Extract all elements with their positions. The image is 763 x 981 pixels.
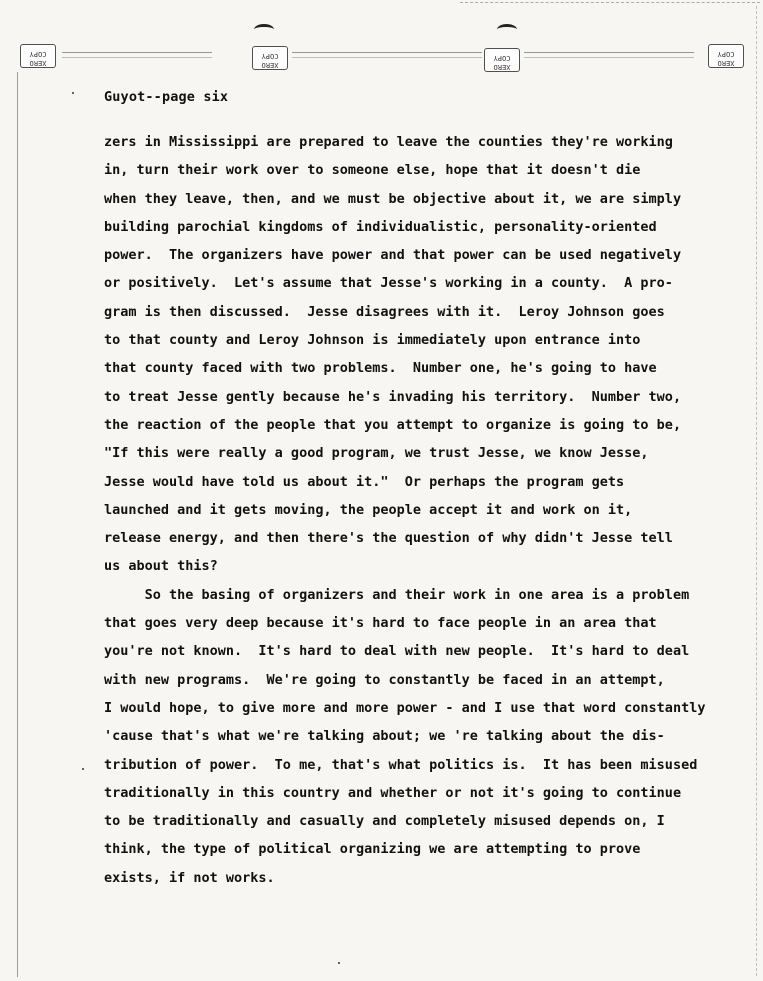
text-line: I would hope, to give more and more power - and I use that word constantly	[104, 699, 706, 716]
text-line: gram is then discussed. Jesse disagrees with it. Leroy Johnson goes	[104, 303, 665, 320]
left-margin-line	[17, 72, 18, 977]
dust-speck	[338, 962, 340, 964]
xerox-stamp-row	[0, 38, 763, 78]
stamp-rule	[292, 52, 482, 58]
text-line: to that county and Leroy Johnson is immediately upon entrance into	[104, 332, 641, 349]
text-line: to be traditionally and casually and completely misused depends on, I	[104, 813, 665, 830]
top-edge-mark	[460, 2, 760, 3]
text-line: exists, if not works.	[104, 869, 275, 886]
text-line: release energy, and then there's the question of why didn't Jesse tell	[104, 530, 673, 547]
text-line: in, turn their work over to someone else, hope that it doesn't die	[104, 162, 641, 179]
text-line: "If this were really a good program, we trust Jesse, we know Jesse,	[104, 445, 649, 462]
dust-speck	[72, 92, 74, 94]
text-line: So the basing of organizers and their work in one area is a problem	[104, 586, 690, 603]
text-line: when they leave, then, and we must be objective about it, we are simply	[104, 190, 682, 207]
text-line: traditionally in this country and whether or not it's going to continue	[104, 784, 682, 801]
text-line: tribution of power. To me, that's what politics is. It has been misused	[104, 756, 698, 773]
body-text	[104, 134, 740, 898]
text-line: or positively. Let's assume that Jesse's working in a county. A pro-	[104, 275, 673, 292]
right-margin-line	[755, 6, 757, 976]
xerox-copy-stamp: XERO COPY	[708, 44, 744, 68]
stamp-rule	[524, 52, 694, 58]
text-line: think, the type of political organizing we are attempting to prove	[104, 841, 641, 858]
text-line: the reaction of the people that you attempt to organize is going to be,	[104, 416, 682, 433]
xerox-copy-stamp: XERO COPY	[484, 48, 520, 72]
text-line: us about this?	[104, 558, 218, 575]
stamp-rule	[62, 52, 212, 58]
text-line: zers in Mississippi are prepared to leave the counties they're working	[104, 134, 673, 150]
text-line: building parochial kingdoms of individualistic, personality-oriented	[104, 218, 657, 235]
text-line: 'cause that's what we're talking about; we 're talking about the dis-	[104, 728, 665, 745]
text-line: that goes very deep because it's hard to face people in an area that	[104, 615, 657, 632]
punch-hole-mark	[254, 24, 274, 35]
text-line: that county faced with two problems. Number one, he's going to have	[104, 360, 657, 377]
text-line: to treat Jesse gently because he's invading his territory. Number two,	[104, 388, 682, 405]
text-line: you're not known. It's hard to deal with new people. It's hard to deal	[104, 643, 690, 660]
text-line: Jesse would have told us about it." Or perhaps the program gets	[104, 473, 625, 490]
xerox-copy-stamp: XERO COPY	[20, 44, 56, 68]
punch-hole-mark	[497, 24, 517, 35]
text-line: power. The organizers have power and that power can be used negatively	[104, 247, 682, 264]
text-line: with new programs. We're going to constantly be faced in an attempt,	[104, 671, 665, 688]
xerox-copy-stamp: XERO COPY	[252, 46, 288, 70]
page-header: Guyot--page six	[104, 89, 229, 105]
dust-speck	[82, 768, 84, 770]
text-line: launched and it gets moving, the people accept it and work on it,	[104, 501, 633, 518]
